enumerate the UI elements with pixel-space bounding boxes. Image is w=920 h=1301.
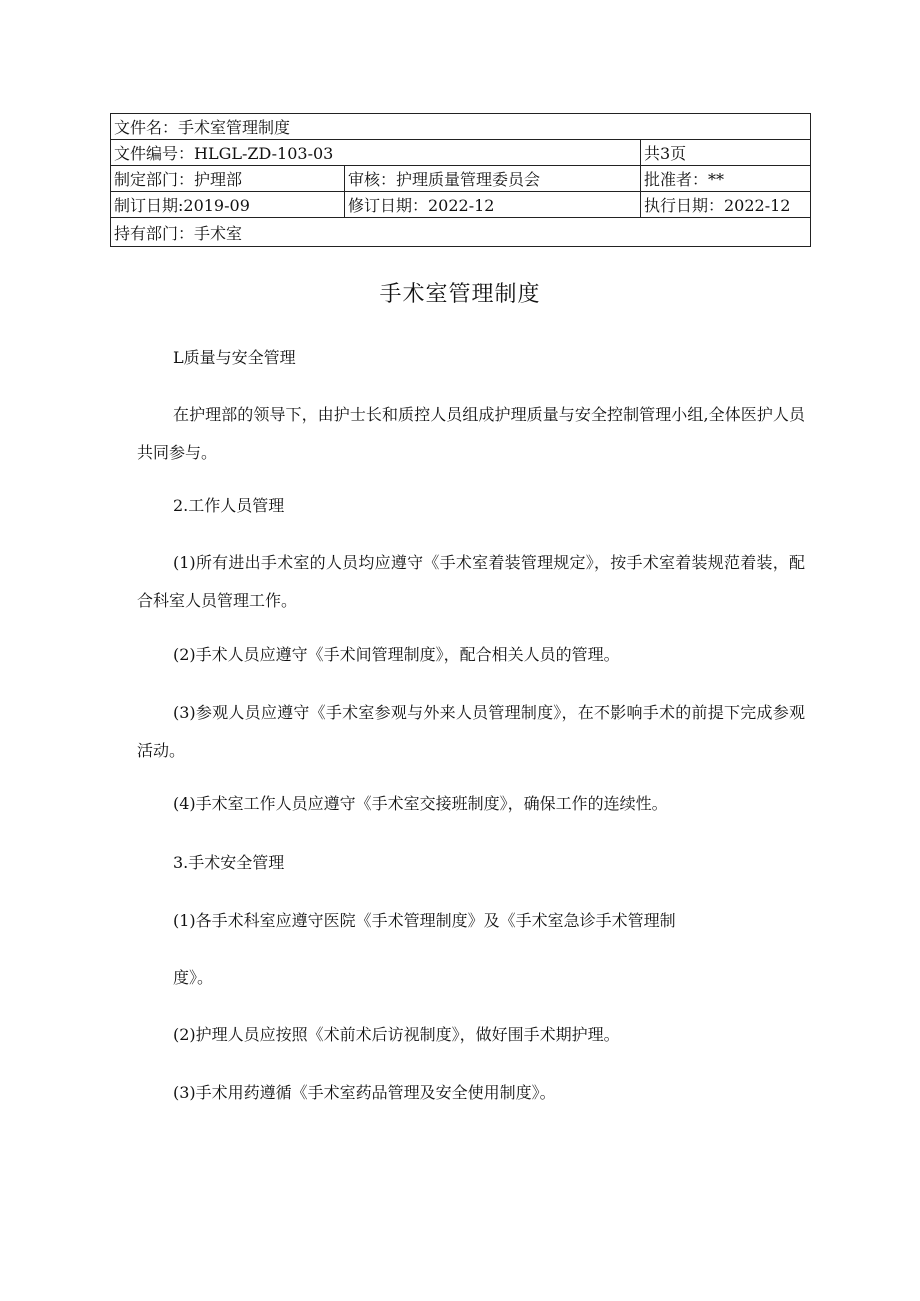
file-number-cell: 文件编号：HLGL-ZD-103-03 <box>111 140 641 166</box>
revise-date-cell: 修订日期：2022-12 <box>345 192 641 218</box>
exec-date-cell: 执行日期：2022-12 <box>641 192 811 218</box>
section-2-item-2: (2)手术人员应遵守《手术间管理制度》，配合相关人员的管理。 <box>173 645 620 664</box>
section-2-item-3: (3)参观人员应遵守《手术室参观与外来人员管理制度》，在不影响手术的前提下完成参观活动。 <box>137 703 805 760</box>
made-date-cell: 制订日期:2019-09 <box>111 192 345 218</box>
document-title: 手术室管理制度 <box>379 282 541 307</box>
section-3-item-3: (3)手术用药遵循《手术室药品管理及安全使用制度》。 <box>173 1083 556 1102</box>
section-2-heading: 2.工作人员管理 <box>173 496 285 515</box>
section-3-item-1: (1)各手术科室应遵守医院《手术管理制度》及《手术室急诊手术管理制 <box>173 911 676 930</box>
page-count-cell: 共3页 <box>641 140 811 166</box>
section-2-item-1: (1)所有进出手术室的人员均应遵守《手术室着装管理规定》，按手术室着装规范着装，配合科室人员管理工作。 <box>137 553 805 610</box>
section-2-item-4: (4)手术室工作人员应遵守《手术室交接班制度》，确保工作的连续性。 <box>173 794 668 813</box>
file-name-cell: 文件名：手术室管理制度 <box>111 114 811 140</box>
holder-department-cell: 持有部门：手术室 <box>111 218 811 247</box>
section-1-heading: L质量与安全管理 <box>173 348 296 367</box>
department-cell: 制定部门：护理部 <box>111 166 345 192</box>
section-3-item-1-continued: 度》。 <box>173 968 214 987</box>
section-3-item-2: (2)护理人员应按照《术前术后访视制度》，做好围手术期护理。 <box>173 1025 620 1044</box>
approver-cell: 批准者：** <box>641 166 811 192</box>
section-1-paragraph: 在护理部的领导下，由护士长和质控人员组成护理质量与安全控制管理小组,全体医护人员共同参与。 <box>137 405 805 462</box>
reviewer-cell: 审核：护理质量管理委员会 <box>345 166 641 192</box>
section-3-heading: 3.手术安全管理 <box>173 853 285 872</box>
document-info-table <box>110 113 811 247</box>
